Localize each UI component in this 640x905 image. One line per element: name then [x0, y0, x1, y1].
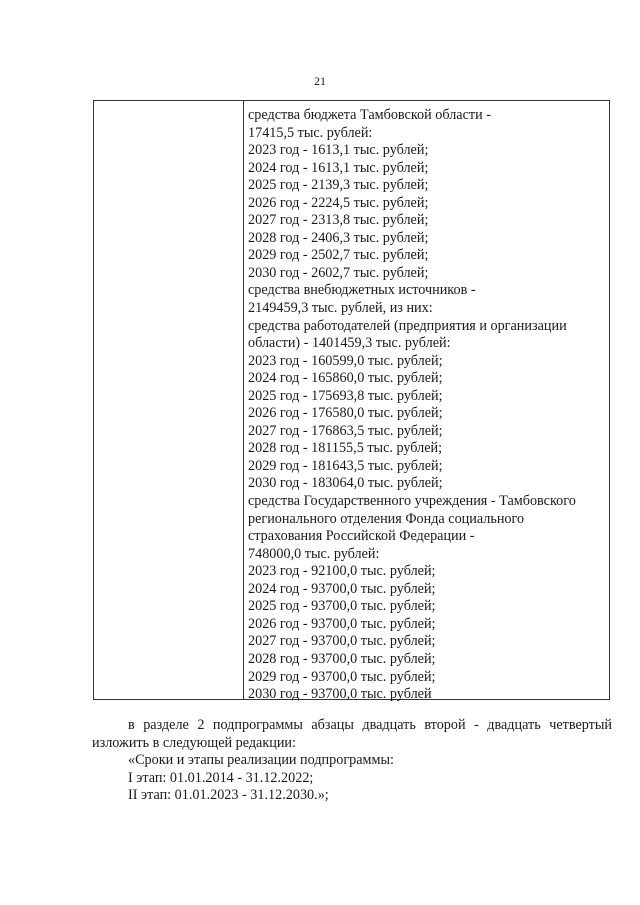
funding-line: 2029 год - 2502,7 тыс. рублей; [248, 247, 429, 264]
funding-line: 2029 год - 93700,0 тыс. рублей; [248, 668, 436, 685]
funding-line: 2149459,3 тыс. рублей, из них: [248, 300, 433, 317]
table-right-cell [248, 107, 605, 704]
funding-line: 2025 год - 93700,0 тыс. рублей; [248, 598, 436, 615]
funding-line: средства Государственного учреждения - Тамбовского [248, 493, 576, 510]
funding-line: 2024 год - 93700,0 тыс. рублей; [248, 580, 436, 597]
funding-line: 2027 год - 2313,8 тыс. рублей; [248, 212, 429, 229]
funding-line: страхования Российской Федерации - [248, 528, 475, 545]
funding-line: 2023 год - 1613,1 тыс. рублей; [248, 142, 429, 159]
funding-line: 2026 год - 93700,0 тыс. рублей; [248, 615, 436, 632]
funding-line: 2023 год - 92100,0 тыс. рублей; [248, 563, 436, 580]
quote-line: «Сроки и этапы реализации подпрограммы: [128, 752, 394, 768]
funding-line: регионального отделения Фонда социального [248, 510, 525, 527]
funding-line: 2030 год - 93700,0 тыс. рублей [248, 686, 432, 703]
quote-line: II этап: 01.01.2023 - 31.12.2030.»; [128, 787, 329, 803]
funding-line: области) - 1401459,3 тыс. рублей: [248, 335, 451, 352]
funding-table [93, 100, 610, 703]
amendment-text [92, 717, 612, 805]
funding-line: 2030 год - 2602,7 тыс. рублей; [248, 264, 429, 281]
funding-line: 2027 год - 93700,0 тыс. рублей; [248, 633, 436, 650]
funding-line: 2024 год - 1613,1 тыс. рублей; [248, 159, 429, 176]
amendment-paragraph: в разделе 2 подпрограммы абзацы двадцать второй - двадцать четвертый изложить в следующей редакции: [92, 717, 612, 751]
funding-line: 17415,5 тыс. рублей: [248, 124, 373, 141]
funding-line: 2026 год - 176580,0 тыс. рублей; [248, 405, 443, 422]
funding-line: 2029 год - 181643,5 тыс. рублей; [248, 457, 443, 474]
funding-line: 2028 год - 181155,5 тыс. рублей; [248, 440, 443, 457]
funding-line: 2025 год - 175693,8 тыс. рублей; [248, 387, 443, 404]
funding-line: средства работодателей (предприятия и организации [248, 317, 567, 334]
funding-line: 2028 год - 2406,3 тыс. рублей; [248, 229, 429, 246]
funding-line: средства бюджета Тамбовской области - [248, 107, 491, 123]
funding-line: 2025 год - 2139,3 тыс. рублей; [248, 177, 429, 194]
funding-line: 2024 год - 165860,0 тыс. рублей; [248, 370, 443, 387]
funding-line: 748000,0 тыс. рублей: [248, 545, 380, 562]
page-number: 21 [314, 74, 326, 88]
funding-line: 2027 год - 176863,5 тыс. рублей; [248, 422, 443, 439]
funding-line: 2023 год - 160599,0 тыс. рублей; [248, 352, 443, 369]
column-divider [243, 101, 244, 699]
funding-line: 2028 год - 93700,0 тыс. рублей; [248, 650, 436, 667]
funding-line: средства внебюджетных источников - [248, 282, 476, 299]
funding-line: 2030 год - 183064,0 тыс. рублей; [248, 475, 443, 492]
quote-line: I этап: 01.01.2014 - 31.12.2022; [128, 769, 314, 786]
funding-line: 2026 год - 2224,5 тыс. рублей; [248, 194, 429, 211]
